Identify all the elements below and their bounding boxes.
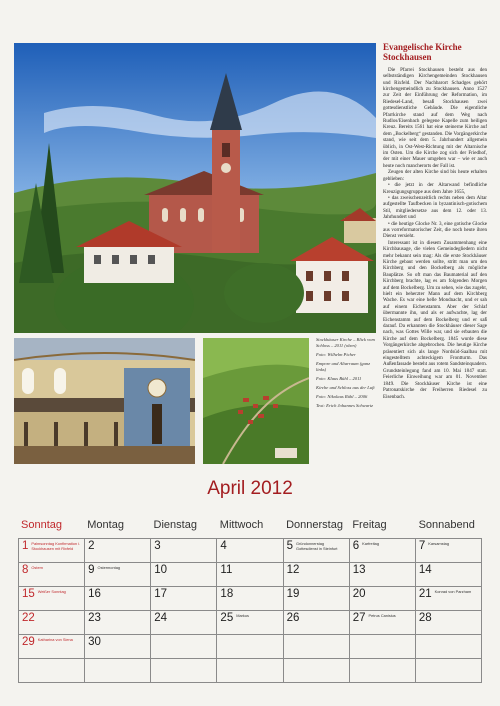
day-number: 2 [88,540,95,552]
calendar-day-cell [416,563,482,587]
caption-line: Stockhäuser Kirche – Blick vom Schloss – 2011 (oben) [316,337,375,348]
calendar-day-cell [19,563,85,587]
calendar-week-row [19,539,482,563]
day-name-2: Dienstag [153,519,197,531]
calendar-day-cell [284,635,350,659]
day-number: 1 [22,540,29,552]
day-number: 6 [352,540,360,552]
church-interior-photo [14,338,195,464]
day-note: Gründonnerstag Gottesdienst in Steinfurt [295,541,338,551]
day-number: 10 [154,564,168,576]
day-note: Karfreitag [362,541,379,546]
caption-line: Foto: Nikolaus Rühl – 2006 [316,393,368,399]
calendar-day-cell [416,539,482,563]
day-number: 26 [286,612,300,624]
calendar-day-cell [350,611,416,635]
calendar-day-cell [151,611,217,635]
article-paragraph: • das zweischenzeitlich rechts neben dem Altar aufgestellte Taufbecken in byzantinisch-gotischem Stil, mitgliedersetze aus dem 12. oder 13. Jahrhundert und [383,194,487,221]
calendar [18,512,482,683]
article-body [383,67,487,475]
calendar-week-row [19,587,482,611]
day-number: 3 [154,540,161,552]
day-number: 16 [88,588,101,600]
article [383,43,487,475]
calendar-day-cell [151,587,217,611]
calendar-day-cell [217,659,283,683]
day-number: 19 [286,588,300,600]
calendar-day-cell [85,659,151,683]
day-note: Konrad von Parzham [434,589,472,594]
day-number: 20 [352,588,366,600]
calendar-day-cell [151,539,217,563]
calendar-grid [18,538,482,683]
day-number: 13 [352,564,366,576]
day-number: 27 [352,612,366,624]
article-paragraph: • die jetzt in der Altarwand befindliche Kreuzigungsgruppe aus dem Jahre 1655, [383,182,487,195]
calendar-day-cell [19,635,85,659]
day-name-0: Sonntag [21,519,62,531]
calendar-day-cell [217,587,283,611]
calendar-week-row [19,659,482,683]
calendar-day-cell [217,563,283,587]
calendar-day-cell [151,563,217,587]
day-number: 25 [220,612,234,624]
calendar-day-cell [284,659,350,683]
day-number: 5 [286,540,293,552]
day-note: Markus [236,613,249,618]
day-note: Ostermontag [97,565,121,570]
day-number: 23 [88,612,101,624]
day-number: 11 [220,564,233,576]
day-note: Ostern [31,565,44,570]
church-photo [14,43,376,333]
caption-line: Text: Erich Johannes Schwartz [316,402,373,408]
article-paragraph: • die heutige Glocke Nr. 3, eine gotische Glocke aus vorreformatorischer Zeit, die noch heute ihren Dienst versieht. [383,220,487,240]
calendar-day-cell [350,539,416,563]
village-aerial-image [203,338,309,464]
day-number: 8 [22,564,29,576]
calendar-day-cell [151,635,217,659]
caption-line: Foto: Klaus Bühl – 2011 [316,375,362,381]
day-number: 28 [418,612,432,624]
calendar-day-cell [85,635,151,659]
day-note: Katharina von Siena [37,637,73,642]
calendar-day-cell [85,563,151,587]
calendar-day-cell [217,635,283,659]
calendar-day-cell [85,611,151,635]
calendar-week-row [19,635,482,659]
calendar-week-row [19,563,482,587]
calendar-day-cell [19,659,85,683]
calendar-day-cell [19,611,85,635]
day-number: 29 [22,636,35,648]
calendar-day-cell [284,563,350,587]
calendar-day-cell [19,539,85,563]
day-number: 17 [154,588,168,600]
calendar-header [18,512,482,538]
day-number: 30 [88,636,101,648]
calendar-day-cell [416,635,482,659]
day-number: 9 [88,564,95,576]
calendar-day-cell [19,587,85,611]
day-number: 22 [22,612,35,624]
calendar-day-cell [416,611,482,635]
day-name-3: Mittwoch [219,519,264,531]
day-name-6: Sonnabend [418,519,475,531]
calendar-day-cell [350,587,416,611]
caption-line: Kirche und Schloss aus der Luft [316,384,375,390]
caption-line: Empore und Altarraum (ganz links) [316,360,370,372]
aerial-photo [203,338,309,464]
church-landscape-image [14,43,376,333]
calendar-day-cell [284,587,350,611]
calendar-day-cell [85,587,151,611]
article-paragraph: Interessant ist in diesem Zusammenhang eine Kirchbausage, die vielen Gemeindegliedern nicht mehr bekannt sein mag: Als die erste Stockhäuser Kirche gebaut werden sollte, stritt man um den Kirchberg und den Bockelberg als mögliche Bauplätze. So oft man das Baumaterial auf den Kirchberg brachte, lag es am folgenden Morgen auf dem Bockelberg. Um zu sehen, wie das zugeht, hielt ein beherzter Mann auf dem Kirchberg Wache. Es war eine helle Mondnacht, und er sah auf einem Eichenstamm. Aber der Schlaf übermannte ihn, und als er aufwachte, lag der Eichenstamm auf dem Bockelberg und er saß darauf. Da erkannten die Stockhäuser dieser Sage nach, was Gottes Wille war, und sie erbauten die Kirche auf dem Bockelberg. 1845 wurde diese Vorgängerkirche abgebrochen. Die heutige Kirche präsentiert sich als lange Nordsüd-Saalbau mit eingestelltem achteckigem Frontturm. Das Außenfassade besteht aus rotem Sandsteinquadern. Grundsteinlegung fand am 10. Mai 1847 statt. Feierliche Einweihung war am 01. November 1849. Die Stockhäuser Kirche ist eine Patronatskirche der Freiherren Riedesel zu Eisenbach. [383,239,487,400]
calendar-day-cell [416,659,482,683]
day-number: 21 [418,588,432,600]
day-note: Palmsonntag Konfirmation i. Stockhausen mit Rixfeld [31,541,81,551]
day-number: 12 [286,564,300,576]
day-number: 7 [418,540,426,552]
caption-line: Foto: Wilhelm Picher [316,351,356,357]
day-name-4: Donnerstag [286,519,343,531]
day-note: Petrus Canisius [368,613,396,618]
calendar-day-cell [350,635,416,659]
month-title: April 2012 [207,478,293,499]
calendar-day-cell [85,539,151,563]
article-paragraph: Zeugen der alten Kirche sind bis heute erhalten geblieben: [383,169,487,182]
article-title: Evangelische Kirche Stockhausen [383,42,462,62]
day-number: 15 [22,588,35,600]
photo-captions [316,337,378,412]
calendar-week-row [19,611,482,635]
day-number: 4 [220,540,227,552]
calendar-day-cell [350,659,416,683]
day-number: 18 [220,588,234,600]
day-note: Weißer Sonntag [37,589,66,594]
day-note: Karsamstag [428,541,450,546]
church-interior-image [14,338,195,464]
day-name-1: Montag [87,519,124,531]
calendar-day-cell [284,539,350,563]
day-name-5: Freitag [352,519,387,531]
calendar-day-cell [217,611,283,635]
calendar-day-cell [217,539,283,563]
day-number: 14 [418,564,432,576]
calendar-day-cell [151,659,217,683]
day-number: 24 [154,612,168,624]
calendar-day-cell [284,611,350,635]
calendar-day-cell [416,587,482,611]
article-paragraph: Die Pfarrei Stockhausen besteht aus den selbstständigen Kirchengemeinden Stockhausen und Rixfeld. Der Nachbarort Schadges gehört kirchengemeindlich zu Stockhausen. Anno 1527 zur Zeit der Einführung der Reformation, im Riedesel-Land, besaß Stockhausen zwei gottesdienstliche Gebäude. Die eigentliche Pfarrkirche stand auf dem Weg nach Rudlos/Eisenbach gelegene Kapelle zum heiligen Kreuz. Bereits 1561 hat eine steinerne Kirche auf dem „Bockelberg“ gestanden. Die Vorgängerkirche stand, wie seit dem 5. Jahrhundert allgemein üblich, in Ost-West-Richtung mit der Altarnische im Osten. Um die Kirche zog sich der Friedhof, der mit einer Mauer umgeben war – wie er auch heute noch mancherorts der Fall ist. [383,66,487,169]
calendar-day-cell [350,563,416,587]
